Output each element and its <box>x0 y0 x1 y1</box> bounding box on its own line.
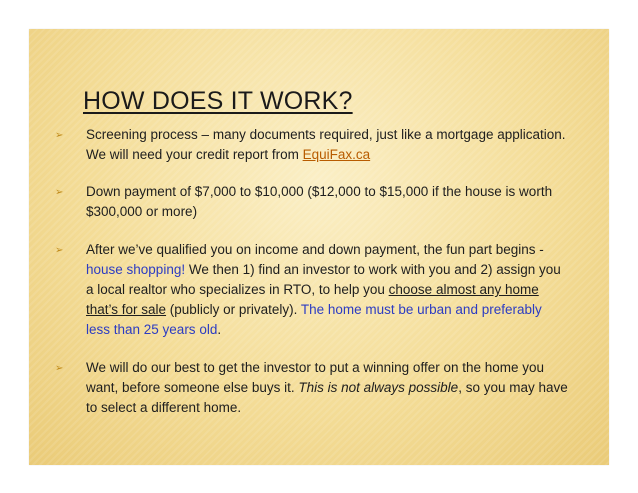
arrow-bullet-icon: ➢ <box>55 245 64 256</box>
slide-title: HOW DOES IT WORK? <box>83 87 353 115</box>
bullet-item-screening <box>29 125 609 165</box>
bullet-text: After we’ve qualified you on income and down payment, the fun part begins - <box>86 242 544 257</box>
italic-phrase: This is not always possible <box>298 380 459 395</box>
bullet-text: . <box>217 322 222 337</box>
bullet-list <box>29 125 609 433</box>
bullet-text: (publicly or privately). <box>166 302 301 317</box>
bullet-text: We then 1) find an investor to work with you and 2) assign you a local realtor who specializes in RTO, to help you <box>86 262 561 297</box>
slide <box>29 29 609 465</box>
bullet-text: We will do our best to get the investor to put a winning offer on the home you want, before someone else buys it. <box>86 360 545 395</box>
arrow-bullet-icon: ➢ <box>55 130 64 141</box>
bullet-item-winning-offer <box>29 358 609 418</box>
house-shopping-highlight: house shopping! <box>86 262 186 277</box>
bullet-text: , so you may have to select a different home. <box>86 380 568 415</box>
bullet-text: Down payment of $7,000 to $10,000 ($12,000 to $15,000 if the house is worth $300,000 or more) <box>86 184 553 219</box>
arrow-bullet-icon: ➢ <box>55 363 64 374</box>
arrow-bullet-icon: ➢ <box>55 187 64 198</box>
bullet-text: Screening process – many documents required, just like a mortgage application. We will need your credit report from <box>86 127 566 162</box>
bullet-item-down-payment <box>29 182 609 222</box>
underlined-phrase: choose almost any home that’s for sale <box>86 282 539 317</box>
urban-home-highlight: The home must be urban and preferably less than 25 years old <box>86 302 542 337</box>
bullet-item-house-shopping <box>29 240 609 340</box>
equifax-link[interactable]: EquiFax.ca <box>302 147 371 162</box>
